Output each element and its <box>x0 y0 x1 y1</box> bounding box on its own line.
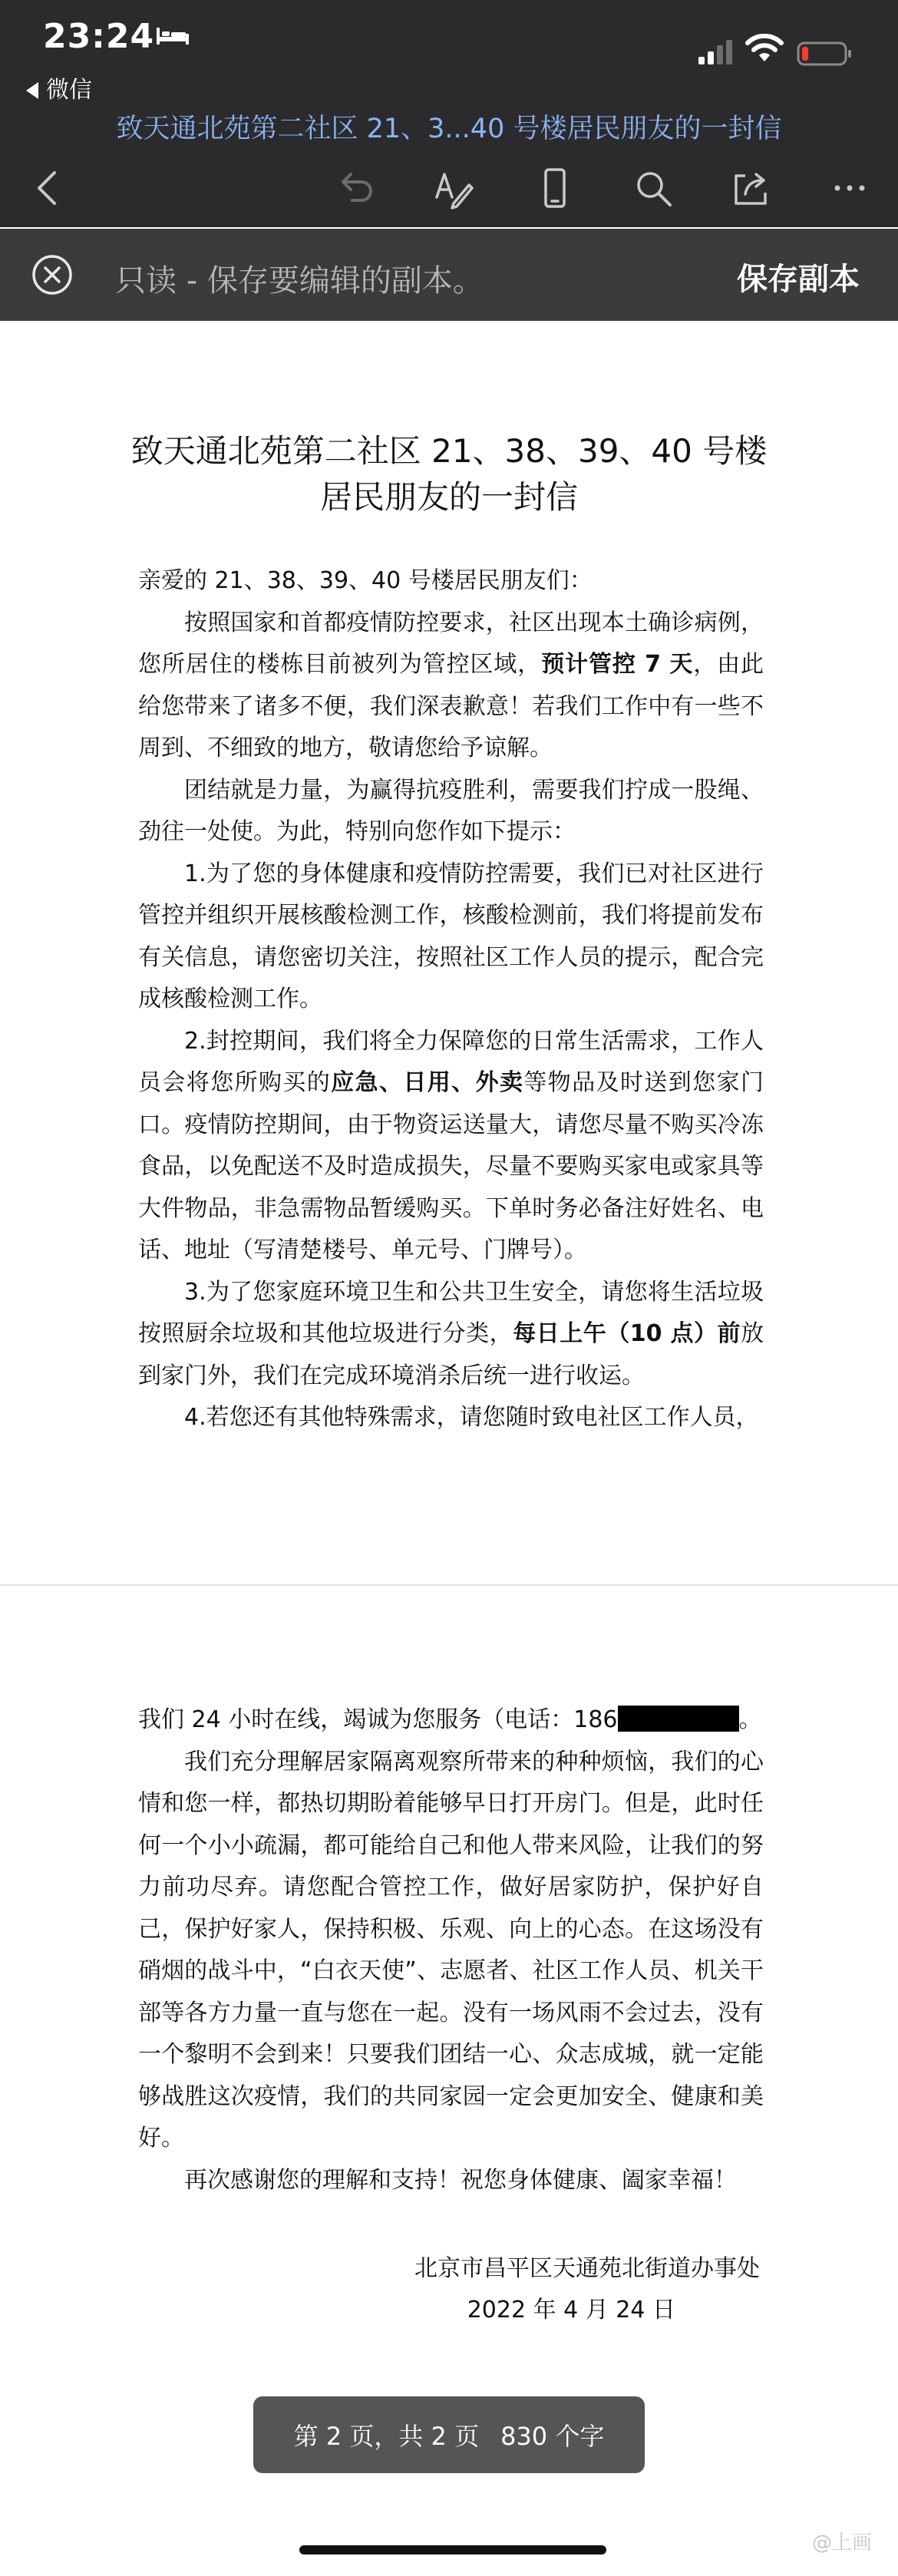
paragraph-5-text-a: 3.为了您家庭环境卫生和公共卫生安全，请您将生活垃圾按照厨余垃圾和其他垃圾进行分类， <box>138 1278 764 1347</box>
paragraph-9: 再次感谢您的理解和支持！祝您身体健康、阖家幸福！ <box>184 2166 737 2194</box>
format-button[interactable] <box>427 161 480 215</box>
toolbar <box>0 150 898 227</box>
cellular-signal-icon <box>697 38 734 66</box>
wifi-icon <box>744 34 784 64</box>
paragraph-4-text-b: 等物品及时送到您家门口。疫情防控期间，由于物资运送量大，请您尽量不购买冷冻食品，以免配送不及时造成损失，尽量不要购买家电或家具等大件物品，非急需物品暂缓购买。下单时务必备注好姓名、电话、地址（写清楚楼号、单元号、门牌号）。 <box>138 1069 764 1263</box>
paragraph-5 <box>138 1272 764 1398</box>
letter-body-page-1 <box>138 560 764 1439</box>
back-to-app-link[interactable] <box>26 71 92 104</box>
undo-icon <box>332 165 378 211</box>
paragraph-7-text-a: 我们 24 小时在线，竭诚为您服务（电话：186 <box>138 1706 618 1733</box>
page-info: 第 2 页，共 2 页 <box>293 2422 480 2451</box>
document-page-1 <box>0 322 898 1581</box>
paragraph-3: 1.为了您的身体健康和疫情防控需要，我们已对社区进行管控并组织开展核酸检测工作，核酸检测前，我们将提前发布有关信息，请您密切关注，按照社区工作人员的提示，配合完成核酸检测工作。 <box>138 860 764 1012</box>
search-button[interactable] <box>626 161 680 215</box>
paragraph-7 <box>138 1699 764 1742</box>
letter-body-page-2 <box>138 1699 764 2201</box>
more-button[interactable] <box>823 161 877 215</box>
share-button[interactable] <box>725 161 778 215</box>
paragraph-4-text-a: 2.封控期间，我们将全力保障您的日常生活需求，工作人员会将您所购买的 <box>138 1027 764 1096</box>
letter-title-line-2: 居民朋友的一封信 <box>319 478 578 516</box>
paragraph-5-text-b: 放到家门外，我们在完成环境消杀后统一进行收运。 <box>138 1320 764 1389</box>
search-icon <box>630 165 676 211</box>
letter-date: 2022 年 4 月 24 日 <box>467 2297 675 2323</box>
share-icon <box>728 165 774 211</box>
paragraph-1-text-b: ，由此给您带来了诸多不便，我们深表歉意！若我们工作中有一些不周到、不细致的地方，敬请您给予谅解。 <box>138 651 764 761</box>
document-page-2 <box>0 1589 898 2464</box>
more-icon <box>827 165 873 211</box>
readonly-message: 只读 - 保存要编辑的副本。 <box>115 263 484 299</box>
mobile-view-button[interactable] <box>528 161 582 215</box>
paragraph-6: 4.若您还有其他特殊需求，请您随时致电社区工作人员， <box>184 1404 759 1431</box>
weibo-watermark: @上画 <box>811 2531 872 2555</box>
paragraph-1-text-a: 按照国家和首都疫情防控要求，社区出现本土确诊病例，您所居住的楼栋目前被列为管控区域， <box>138 609 764 678</box>
document-title: 致天通北苑第二社区 21、3...40 号楼居民朋友的一封信 <box>116 114 782 144</box>
pen-icon <box>431 165 477 211</box>
paragraph-7-text-b: 。 <box>738 1706 762 1733</box>
greeting: 亲爱的 21、38、39、40 号楼居民朋友们： <box>138 567 593 594</box>
battery-icon <box>797 40 853 68</box>
redacted-phone-block <box>618 1706 739 1732</box>
signature: 北京市昌平区天通苑北街道办事处 <box>414 2255 760 2282</box>
paragraph-8: 我们充分理解居家隔离观察所带来的种种烦恼，我们的心情和您一样，都热切期盼着能够早日打开房门。但是，此时任何一个小小疏漏，都可能给自己和他人带来风险，让我们的努力前功尽弃。请您配合管控工作，做好居家防护，保护好自己，保护好家人，保持积极、乐观、向上的心态。在这场没有硝烟的战斗中，“白衣天使”、志愿者、社区工作人员、机关干部等各方力量一直与您在一起。没有一场风雨不会过去，没有一个黎明不会到来！只要我们团结一心、众志成城，就一定能够战胜这次疫情，我们的共同家园一定会更加安全、健康和美好。 <box>138 1748 764 2152</box>
back-icon <box>25 165 71 211</box>
app-header <box>0 0 898 227</box>
close-banner-icon[interactable] <box>31 253 74 296</box>
word-count: 830 个字 <box>500 2422 605 2451</box>
paragraph-4 <box>138 1021 764 1272</box>
save-copy-button[interactable]: 保存副本 <box>737 262 860 297</box>
clock: 23:24 <box>43 17 155 56</box>
paragraph-4-bold: 应急、日用、外卖 <box>331 1069 524 1096</box>
back-button[interactable] <box>21 161 75 215</box>
paragraph-1 <box>138 603 764 770</box>
sleep-focus-icon <box>155 26 190 46</box>
home-indicator[interactable] <box>299 2545 606 2555</box>
letter-title-line-1: 致天通北苑第二社区 21、38、39、40 号楼 <box>130 432 768 470</box>
page-count-indicator <box>253 2396 645 2473</box>
readonly-banner <box>0 229 898 321</box>
mobile-view-icon <box>532 165 578 211</box>
paragraph-1-bold: 预计管控 7 天 <box>541 651 694 678</box>
paragraph-2: 团结就是力量，为赢得抗疫胜利，需要我们拧成一股绳、劲往一处使。为此，特别向您作如下提示： <box>138 776 764 845</box>
back-app-label: 微信 <box>46 77 92 104</box>
back-arrow-icon <box>26 82 38 99</box>
undo-button[interactable] <box>328 161 382 215</box>
status-bar <box>0 0 898 104</box>
page-divider <box>0 1584 898 1586</box>
paragraph-5-bold: 每日上午（10 点）前 <box>513 1320 741 1347</box>
